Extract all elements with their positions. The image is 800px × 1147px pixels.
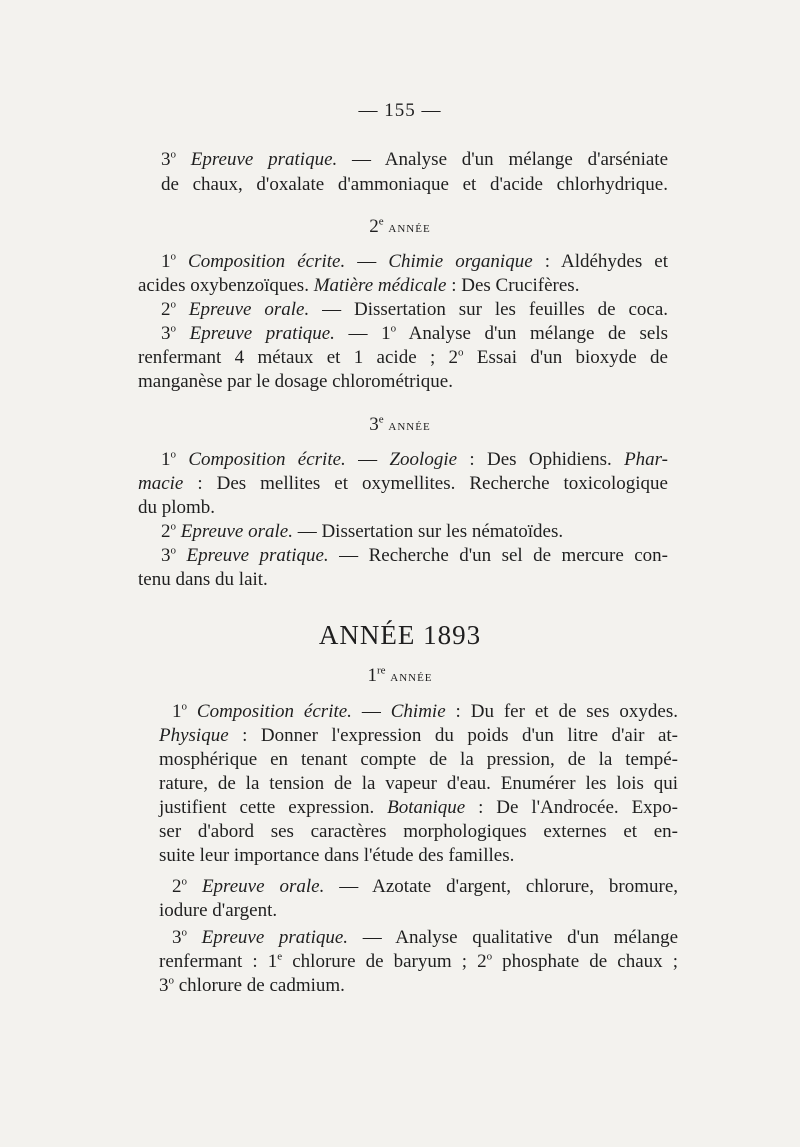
page-number: — 155 — bbox=[358, 100, 442, 121]
text-line: du plomb. bbox=[138, 497, 216, 518]
text-line: ser d'abord ses caractères morphologiques externes et en- bbox=[159, 821, 678, 842]
text-line: manganèse par le dosage chlorométrique. bbox=[138, 371, 453, 392]
text-line: macie : Des mellites et oxymellites. Recherche toxicologique bbox=[138, 473, 668, 494]
section-heading-2e-annee: 2e année bbox=[369, 215, 431, 237]
text-line: 1$^o$ Composition écrite. — Zoologie : Des Ophidiens. Phar- bbox=[161, 448, 669, 470]
text-line: 3$^o$ Epreuve pratique. — Analyse qualitative d'un mélange bbox=[172, 926, 679, 948]
text-line: de chaux, d'oxalate d'ammoniaque et d'acide chlorhydrique. bbox=[161, 174, 668, 195]
text-line: iodure d'argent. bbox=[159, 900, 278, 921]
text-line: rature, de la tension de la vapeur d'eau. Enumérer les lois qui bbox=[159, 773, 678, 794]
text-line: 3$^o$ Epreuve pratique. — Analyse d'un mélange d'arséniate bbox=[161, 148, 668, 170]
text-line: renfermant 4 métaux et 1 acide ; 2$^o$ Essai d'un bioxyde de bbox=[138, 346, 668, 368]
text-line: 2$^o$ Epreuve orale. — Dissertation sur les nématoïdes. bbox=[161, 520, 564, 542]
text-line: 3$^o$ Epreuve pratique. — Recherche d'un sel de mercure con- bbox=[161, 544, 669, 566]
text-line: 2$^o$ Epreuve orale. — Azotate d'argent, chlorure, bromure, bbox=[172, 875, 679, 897]
text-line: tenu dans du lait. bbox=[138, 569, 268, 590]
text-line: 1$^o$ Composition écrite. — Chimie organique : Aldéhydes et bbox=[161, 250, 668, 272]
text-line: renfermant : 1e chlorure de baryum ; 2$^o$ phosphate de chaux ; bbox=[159, 950, 678, 972]
text-line: 3$^o$ Epreuve pratique. — 1$^o$ Analyse d'un mélange de sels bbox=[161, 322, 668, 344]
year-heading: ANNÉE 1893 bbox=[318, 620, 482, 650]
text-line: 1$^o$ Composition écrite. — Chimie : Du fer et de ses oxydes. bbox=[172, 700, 678, 722]
text-line: 3$^o$ chlorure de cadmium. bbox=[159, 974, 345, 996]
text-line: 2$^o$ Epreuve orale. — Dissertation sur les feuilles de coca. bbox=[161, 298, 668, 320]
text-line: mosphérique en tenant compte de la pression, de la tempé- bbox=[159, 749, 678, 770]
text-line: acides oxybenzoïques. Matière médicale : Des Crucifères. bbox=[138, 275, 580, 296]
text-line: justifient cette expression. Botanique : De l'Androcée. Expo- bbox=[159, 797, 678, 818]
text-line: Physique : Donner l'expression du poids d'un litre d'air at- bbox=[159, 725, 678, 746]
section-heading-3e-annee: 3e année bbox=[369, 413, 431, 435]
text-line: suite leur importance dans l'étude des familles. bbox=[159, 845, 515, 866]
section-heading-1re-annee: 1re année bbox=[367, 664, 433, 686]
